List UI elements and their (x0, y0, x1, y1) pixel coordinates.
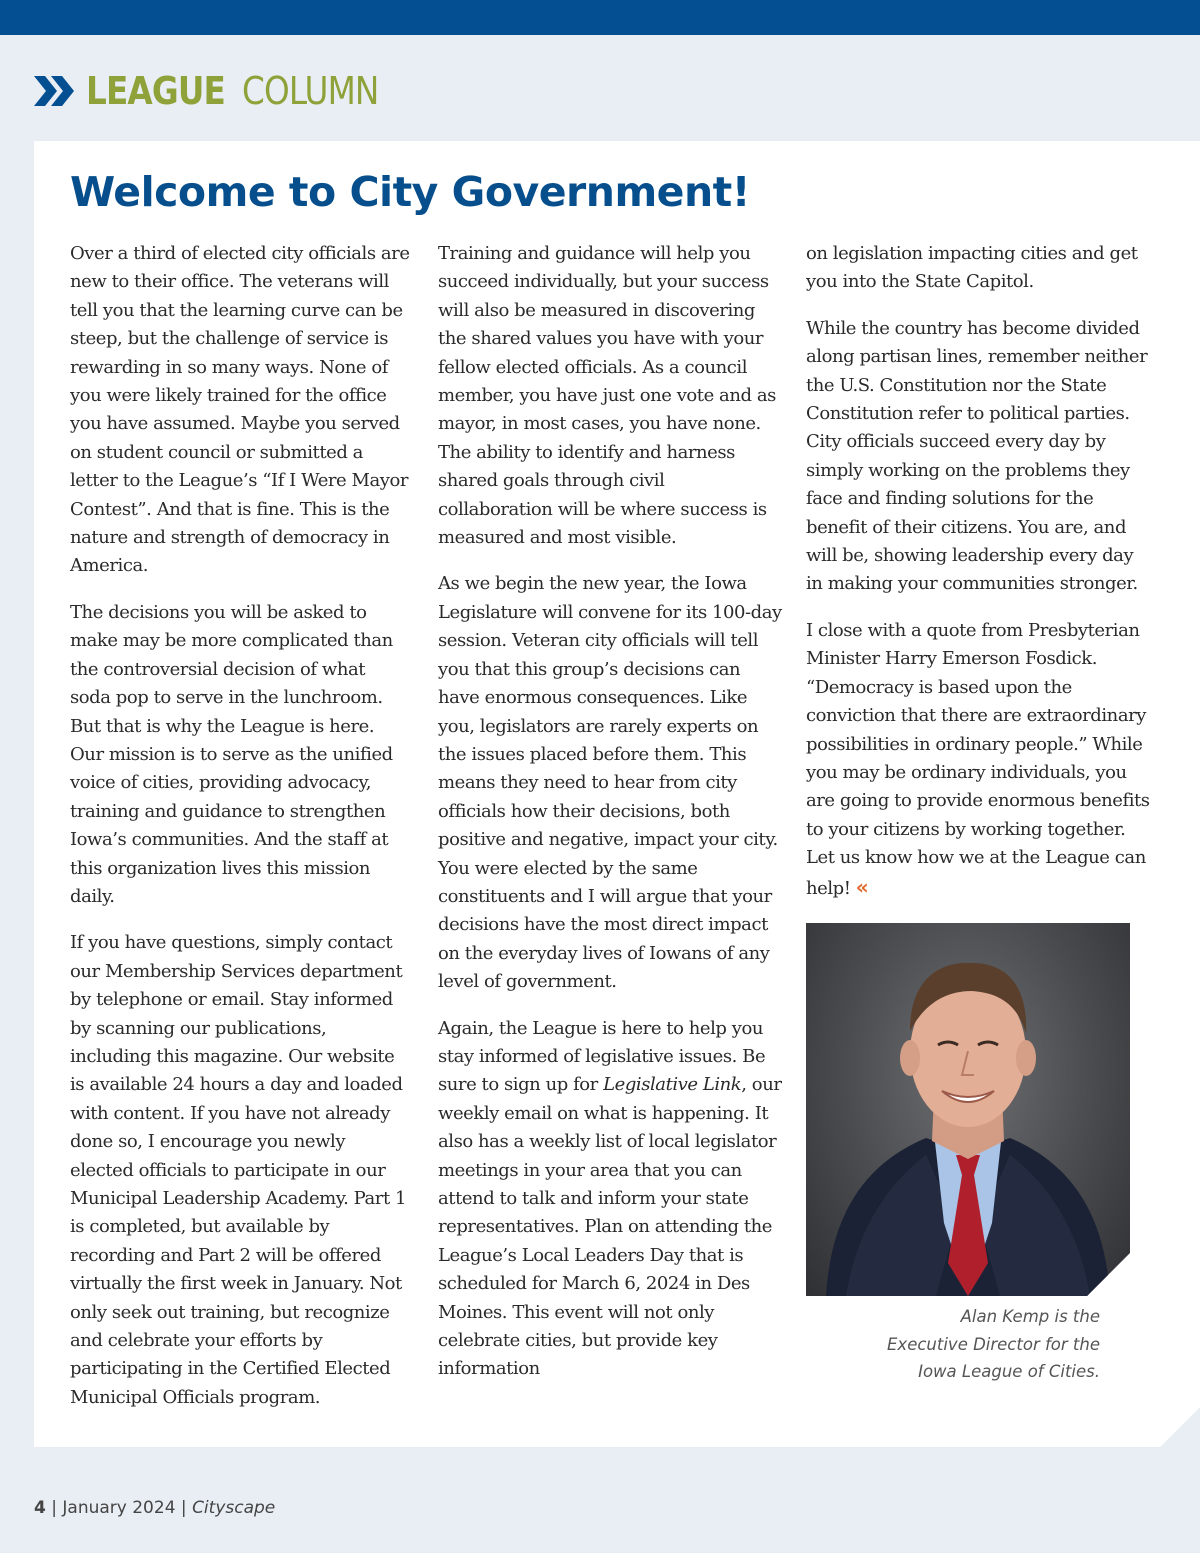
paragraph: on legislation impacting cities and get you into the State Capitol. (806, 243, 1138, 293)
author-portrait (806, 923, 1130, 1296)
article-column-2 (438, 240, 783, 1402)
double-chevron-right-icon (34, 74, 76, 108)
top-color-bar (0, 0, 1200, 35)
magazine-name: Cityscape (192, 1498, 276, 1518)
end-mark-icon: « (855, 874, 869, 899)
paragraph: As we begin the new year, the Iowa Legislature will convene for its 100-day session. Veteran city officials will tell you that this group’s decisions can have enormous consequences. Like you, legislators are rarely experts on the issues placed before them. This means they need to hear from city officials how their decisions, both positive and negative, impact your city. You were elected by the same constituents and I will argue that your decisions have the most direct impact on the everyday lives of Iowans of any level of government. (438, 573, 782, 993)
paragraph: If you have questions, simply contact our Membership Services department by telephone or email. Stay informed by scanning our publications, including this magazine. Our website is available 24 hours a day and loaded with content. If you have not already done so, I encourage you newly elected officials to participate in our Municipal Leadership Academy. Part 1 is completed, but available by recording and Part 2 will be offered virtually the first week in January. Not only seek out training, but recognize and celebrate your efforts by participating in the Certified Elected Municipal Officials program. (70, 932, 407, 1408)
photo-caption (806, 1303, 1100, 1386)
paragraph: Over a third of elected city officials are new to their office. The veterans will tell you that the learning curve can be steep, but the challenge of service is rewarding in so many ways. None of you were likely trained for the office you have assumed. Maybe you served on student council or submitted a letter to the League’s “If I Were Mayor Contest”. And that is fine. This is the nature and strength of democracy in America. (70, 243, 410, 577)
paragraph: Training and guidance will help you succeed individually, but your success will also be measured in discovering the shared values you have with your fellow elected officials. As a council member, you have just one vote and as mayor, in most cases, you have none. The ability to identify and harness shared goals through civil collaboration will be where success is measured and most visible. (438, 243, 776, 549)
paragraph: While the country has become divided along partisan lines, remember neither the U.S. Constitution nor the State Constitution refer to political parties. City officials succeed every day by simply working on the problems they face and finding solutions for the benefit of their citizens. You are, and will be, showing leadership every day in making your communities stronger. (806, 317, 1148, 595)
section-header (34, 66, 400, 116)
footer-separator: | (51, 1498, 57, 1518)
publication-name: Legislative Link (603, 1074, 742, 1096)
issue-date: January 2024 (62, 1498, 176, 1518)
caption-line: Executive Director for the (887, 1334, 1100, 1354)
paragraph (438, 1015, 783, 1384)
caption-line: Alan Kemp is the (960, 1307, 1100, 1326)
article-column-3 (806, 240, 1151, 921)
paragraph-text-before: Again, the League is here to help you stay informed of legislative issues. Be sure to sign up for (438, 1017, 766, 1096)
article-column-1 (70, 240, 410, 1430)
paragraph: The decisions you will be asked to make may be more complicated than the controversial decision of what soda pop to serve in the lunchroom. But that is why the League is here. Our mission is to serve as the unified voice of cities, providing advocacy, training and guidance to strengthen Iowa’s communities. And the staff at this organization lives this mission daily. (70, 601, 393, 907)
closing-paragraph-text: I close with a quote from Presbyterian Minister Harry Emerson Fosdick. “Democracy is based upon the conviction that there are extraordinary possibilities in ordinary people.” While you may be ordinary individuals, you are going to provide enormous benefits to your citizens by working together. Let us know how we at the League can help! (806, 619, 1150, 899)
section-label-bold: LEAGUE (86, 69, 225, 113)
article-title: Welcome to City Government! (70, 168, 750, 216)
caption-line: Iowa League of Cities. (918, 1362, 1100, 1381)
paragraph (806, 617, 1151, 903)
page-footer (34, 1498, 275, 1518)
footer-separator: | (180, 1498, 187, 1518)
section-label-light: COLUMN (241, 69, 379, 113)
paragraph-text-after: , our weekly email on what is happening. It also has a weekly list of local legislator meetings in your area that you can attend to talk and inform your state representatives. Plan on attending the League’s Local Leaders Day that is scheduled for March 6, 2024 in Des Moines. This event will not only celebrate cities, but provide key information (438, 1074, 782, 1380)
page-number: 4 (34, 1498, 46, 1518)
